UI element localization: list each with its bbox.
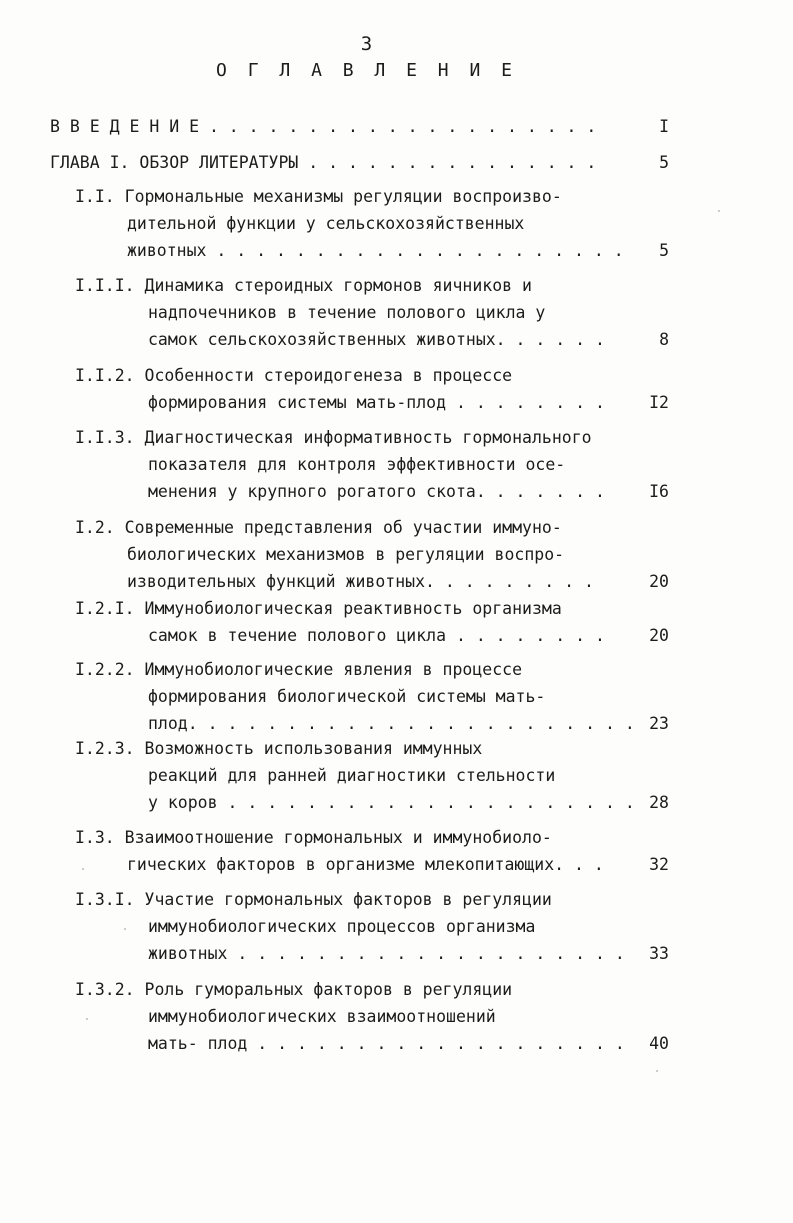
toc-entry-1-1-2-line-1: I.I.2. Особенности стероидогенеза в процессе <box>75 366 513 385</box>
toc-page-1-1-1: 8 <box>659 330 669 349</box>
toc-entry-1-2-2-line-3: плод. . . . . . . . . . . . . . . . . . . . . . . <box>148 714 635 733</box>
toc-page-1-2-2: 23 <box>649 714 669 733</box>
scan-speck <box>718 210 720 212</box>
toc-title: О Г Л А В Л Е Н И Е <box>216 60 517 81</box>
scan-speck <box>86 1018 88 1020</box>
toc-entry-1-3-line-2: гических факторов в организме млекопитающих. . . <box>127 855 604 874</box>
toc-page-1-2-3: 28 <box>649 793 669 812</box>
scan-speck <box>124 928 126 930</box>
toc-entry-1-2-3-line-1: I.2.3. Возможность использования иммунных <box>75 739 483 758</box>
toc-entry-1-2-2-line-1: I.2.2. Иммунобиологические явления в процессе <box>75 660 523 679</box>
toc-entry-1-3-2-line-1: I.3.2. Роль гуморальных факторов в регуляции <box>75 980 513 999</box>
toc-page-1-3-2: 40 <box>649 1034 669 1053</box>
toc-entry-1-2-line-1: I.2. Современные представления об участии иммуно- <box>75 518 562 537</box>
toc-entry-1-2-1-line-1: I.2.I. Иммунобиологическая реактивность организма <box>75 599 562 618</box>
toc-entry-intro: В В Е Д Е Н И Е . . . . . . . . . . . . . . . . . . . . <box>50 117 597 136</box>
page-number: 3 <box>360 33 373 55</box>
toc-entry-1-1-3-line-3: менения у крупного рогатого скота. . . . . . . <box>148 482 605 501</box>
toc-entry-1-2-2-line-2: формирования биологической системы мать- <box>148 687 546 706</box>
toc-entry-1-3-2-line-2: иммунобиологических взаимоотношений <box>148 1007 496 1026</box>
toc-entry-1-1-1-line-3: самок сельскохозяйственных животных. . . . . . <box>148 330 605 349</box>
toc-entry-1-3-line-1: I.3. Взаимоотношение гормональных и иммунобиоло- <box>75 828 552 847</box>
toc-entry-1-3-1-line-2: иммунобиологических процессов организма <box>148 917 536 936</box>
toc-entry-1-1-line-1: I.I. Гормональные механизмы регуляции воспроизво- <box>75 187 562 206</box>
toc-entry-1-1-line-3: животных . . . . . . . . . . . . . . . . . . . . . <box>127 241 624 260</box>
toc-entry-1-2-line-2: биологических механизмов в регуляции воспро- <box>127 545 565 564</box>
toc-entry-1-2-3-line-3: у коров . . . . . . . . . . . . . . . . . . . . . <box>148 793 635 812</box>
toc-page-chapter-1: 5 <box>659 153 669 172</box>
toc-page-1-1-3: I6 <box>649 482 669 501</box>
toc-entry-1-2-line-3: изводительных функций животных. . . . . . . . . <box>127 572 594 591</box>
toc-entry-1-2-3-line-2: реакций для ранней диагностики стельности <box>148 766 556 785</box>
toc-entry-1-3-1-line-3: животных . . . . . . . . . . . . . . . . . . . . <box>148 944 625 963</box>
toc-entry-1-1-3-line-1: I.I.3. Диагностическая информативность гормонального <box>75 428 592 447</box>
toc-entry-1-3-1-line-1: I.3.I. Участие гормональных факторов в регуляции <box>75 890 552 909</box>
toc-entry-1-1-2-line-2: формирования системы мать-плод . . . . . . . . <box>148 393 605 412</box>
toc-page-1-3-1: 33 <box>649 944 669 963</box>
toc-page-1-1: 5 <box>659 241 669 260</box>
scan-speck <box>656 1070 658 1072</box>
toc-entry-1-2-1-line-2: самок в течение полового цикла . . . . . . . . <box>148 626 605 645</box>
toc-page-1-3: 32 <box>649 855 669 874</box>
toc-entry-1-1-1-line-2: надпочечников в течение полового цикла у <box>148 303 546 322</box>
toc-entry-1-1-line-2: дительной функции у сельскохозяйственных <box>127 214 525 233</box>
toc-page-intro: I <box>659 117 669 136</box>
toc-page-1-2-1: 20 <box>649 626 669 645</box>
scan-speck <box>82 868 84 870</box>
toc-page-1-2: 20 <box>649 572 669 591</box>
toc-entry-chapter-1: ГЛАВА I. ОБЗОР ЛИТЕРАТУРЫ . . . . . . . . . . . . . . . <box>50 153 597 172</box>
toc-entry-1-1-1-line-1: I.I.I. Динамика стероидных гормонов яичников и <box>75 276 532 295</box>
toc-entry-1-3-2-line-3: мать- плод . . . . . . . . . . . . . . . . . . . <box>148 1034 625 1053</box>
toc-page-1-1-2: I2 <box>649 393 669 412</box>
toc-entry-1-1-3-line-2: показателя для контроля эффективности осе- <box>148 455 566 474</box>
